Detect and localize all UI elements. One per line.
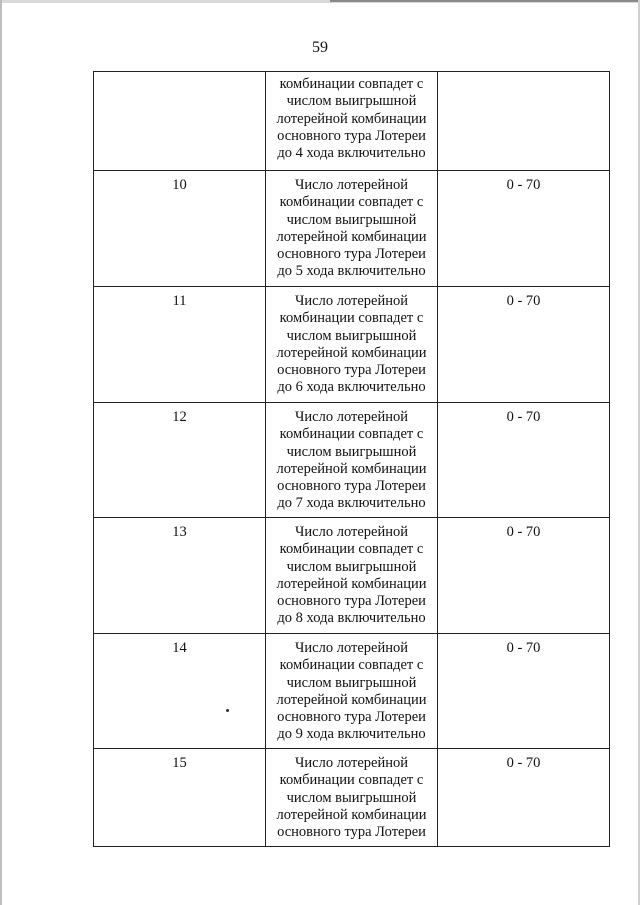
description-line: основного тура Лотереи [277, 127, 426, 144]
table-row [94, 518, 610, 634]
row-number-cell: 15 [94, 749, 266, 847]
description-line: до 5 хода включительно [277, 263, 426, 280]
description-line: числом выигрышной [286, 443, 417, 460]
description-line: основного тура Лотереи [277, 709, 426, 726]
table-row [94, 287, 610, 403]
description-line: числом выигрышной [286, 93, 417, 110]
description-line: основного тура Лотереи [277, 593, 426, 610]
row-number-cell: 12 [94, 403, 266, 518]
description-line: комбинации совпадет с [279, 657, 424, 674]
row-description-cell [266, 403, 438, 518]
lottery-combinations-table [93, 71, 610, 847]
description-line: комбинации совпадет с [279, 310, 424, 327]
row-range-cell: 0 - 70 [438, 287, 610, 403]
description-line: числом выигрышной [286, 327, 417, 344]
row-description-cell [266, 749, 438, 847]
description-line: числом выигрышной [286, 789, 417, 806]
row-range-cell [438, 72, 610, 171]
description-line: до 7 хода включительно [277, 495, 426, 512]
description-line: Число лотерейной [294, 640, 408, 656]
scan-left-edge [0, 0, 2, 905]
description-line: основного тура Лотереи [277, 246, 426, 263]
table-row [94, 749, 610, 847]
description-line: Число лотерейной [294, 524, 408, 540]
description-line: Число лотерейной [294, 409, 408, 425]
row-number-cell [94, 72, 266, 171]
description-line: лотерейной комбинации [276, 575, 427, 592]
row-range-cell: 0 - 70 [438, 403, 610, 518]
description-line: комбинации совпадет с [279, 76, 424, 92]
description-line: комбинации совпадет с [279, 426, 424, 443]
row-description-cell [266, 287, 438, 403]
page-number: 59 [312, 39, 328, 56]
description-line: лотерейной комбинации [276, 691, 427, 708]
row-description-cell [266, 518, 438, 634]
row-description-cell [266, 171, 438, 287]
description-line: числом выигрышной [286, 211, 417, 228]
description-line: основного тура Лотереи [277, 478, 426, 495]
description-line: Число лотерейной [294, 755, 408, 771]
row-range-cell: 0 - 70 [438, 518, 610, 634]
description-line: комбинации совпадет с [279, 194, 424, 211]
row-number-cell: 11 [94, 287, 266, 403]
description-line: лотерейной комбинации [276, 344, 427, 361]
description-line: Число лотерейной [294, 177, 408, 193]
row-number-cell: 13 [94, 518, 266, 634]
description-line: до 8 хода включительно [277, 610, 426, 627]
row-description-cell [266, 72, 438, 171]
description-line: основного тура Лотереи [277, 362, 426, 379]
table-row [94, 171, 610, 287]
description-line: до 4 хода включительно [277, 145, 426, 162]
table-row [94, 634, 610, 749]
description-line: до 9 хода включительно [277, 726, 426, 743]
description-line: числом выигрышной [286, 674, 417, 691]
table-row [94, 403, 610, 518]
row-description-cell [266, 634, 438, 749]
row-number-cell: 14 [94, 634, 266, 749]
row-number-cell: 10 [94, 171, 266, 287]
description-line: комбинации совпадет с [279, 541, 424, 558]
scan-speck [226, 709, 229, 712]
row-range-cell: 0 - 70 [438, 171, 610, 287]
description-line: Число лотерейной [294, 293, 408, 309]
description-line: до 6 хода включительно [277, 379, 426, 396]
table-row [94, 72, 610, 171]
scan-top-edge-dark [330, 0, 640, 2]
description-line: основного тура Лотереи [277, 824, 426, 841]
description-line: числом выигрышной [286, 558, 417, 575]
description-line: лотерейной комбинации [276, 460, 427, 477]
description-line: лотерейной комбинации [276, 228, 427, 245]
row-range-cell: 0 - 70 [438, 634, 610, 749]
row-range-cell: 0 - 70 [438, 749, 610, 847]
description-line: комбинации совпадет с [279, 772, 424, 789]
description-line: лотерейной комбинации [276, 806, 427, 823]
description-line: лотерейной комбинации [276, 110, 427, 127]
